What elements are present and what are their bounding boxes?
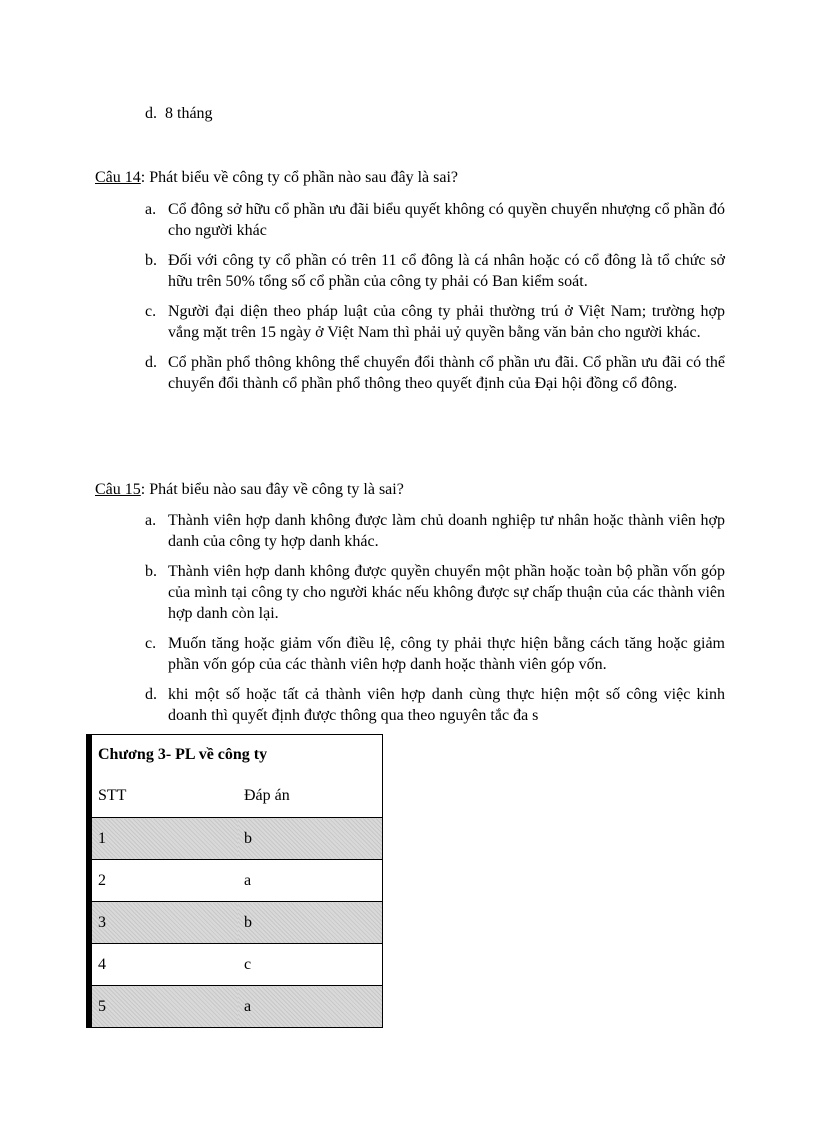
option-c [95, 301, 725, 343]
cell-answer: b [238, 902, 383, 944]
option-a [95, 199, 725, 241]
option-text: Cổ đông sở hữu cổ phần ưu đãi biểu quyết không có quyền chuyển nhượng cổ phần đó cho người khác [168, 201, 725, 239]
cell-stt: 3 [89, 902, 238, 944]
option-a [95, 510, 725, 552]
cell-stt: 5 [89, 986, 238, 1028]
question-14 [95, 167, 725, 403]
option-letter: b. [145, 252, 157, 269]
cell-answer: c [238, 944, 383, 986]
cell-stt: 2 [89, 860, 238, 902]
header-stt: STT [89, 775, 238, 818]
table-caption: Chương 3- PL về công ty [98, 746, 268, 763]
option-text: Muốn tăng hoặc giảm vốn điều lệ, công ty phải thực hiện bằng cách tăng hoặc giảm phần vốn góp của các thành viên hợp danh hoặc thành viên góp vốn. [168, 635, 725, 673]
question-number: Câu 15 [95, 481, 141, 498]
table-row [89, 944, 383, 986]
question-prompt: : Phát biểu nào sau đây về công ty là sai? [140, 481, 404, 498]
option-letter: a. [145, 512, 157, 529]
option-text: 8 tháng [165, 105, 213, 122]
option-c [95, 633, 725, 675]
cell-stt: 1 [89, 818, 238, 860]
cell-answer: a [238, 986, 383, 1028]
option-text: Người đại diện theo pháp luật của công ty phải thường trú ở Việt Nam; trường hợp vắng mặt trên 15 ngày ở Việt Nam thì phải uỷ quyền bằng văn bản cho người khác. [168, 303, 725, 341]
table-row [89, 860, 383, 902]
question-number: Câu 14 [95, 169, 141, 186]
q13-option-d [145, 103, 213, 124]
option-b [95, 561, 725, 624]
cell-answer: b [238, 818, 383, 860]
option-letter: d. [145, 105, 157, 122]
option-text: Thành viên hợp danh không được làm chủ doanh nghiệp tư nhân hoặc thành viên hợp danh của công ty hợp danh khác. [168, 512, 725, 550]
option-text: khi một số hoặc tất cả thành viên hợp danh cùng thực hiện một số công việc kinh doanh thì quyết định được thông qua theo nguyên tắc đa s [168, 686, 725, 724]
table-header-row [89, 775, 383, 818]
option-d [95, 352, 725, 394]
question-title [95, 167, 725, 188]
option-letter: d. [145, 686, 157, 703]
table-row [89, 902, 383, 944]
table-row [89, 818, 383, 860]
option-list [95, 199, 725, 394]
option-letter: c. [145, 635, 157, 652]
table-row [89, 986, 383, 1028]
option-text: Thành viên hợp danh không được quyền chuyển một phần hoặc toàn bộ phần vốn góp của mình tại công ty cho người khác nếu không được sự chấp thuận của các thành viên hợp danh còn lại. [168, 563, 725, 622]
option-text: Cổ phần phổ thông không thể chuyển đổi thành cổ phần ưu đãi. Cổ phần ưu đãi có thể chuyển đổi thành cổ phần phổ thông theo quyết định của Đại hội đồng cổ đông. [168, 354, 725, 392]
question-15 [95, 479, 725, 735]
option-list [95, 510, 725, 726]
option-text: Đối với công ty cổ phần có trên 11 cổ đông là cá nhân hoặc có cổ đông là tổ chức sở hữu trên 50% tổng số cổ phần của công ty phải có Ban kiểm soát. [168, 252, 725, 290]
option-b [95, 250, 725, 292]
question-title [95, 479, 725, 500]
option-letter: d. [145, 354, 157, 371]
option-letter: b. [145, 563, 157, 580]
answer-key-table [86, 734, 383, 1028]
cell-stt: 4 [89, 944, 238, 986]
option-letter: a. [145, 201, 157, 218]
cell-answer: a [238, 860, 383, 902]
header-answer: Đáp án [238, 775, 383, 818]
question-prompt: : Phát biểu về công ty cổ phần nào sau đây là sai? [140, 169, 459, 186]
option-letter: c. [145, 303, 157, 320]
table-caption-row [89, 735, 383, 776]
option-d [95, 684, 725, 726]
